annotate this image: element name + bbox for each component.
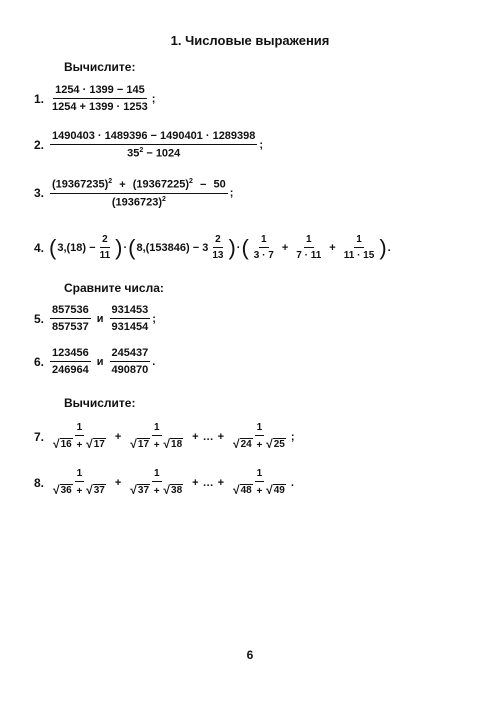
problem-number: 8. [34, 475, 45, 490]
punctuation: . [152, 355, 156, 368]
denominator: √ 24 + √ 25 [233, 437, 285, 451]
numerator: $(19367235)^2 + (19367225)^2 - 50$ [50, 178, 228, 194]
exponent: 2 [162, 195, 166, 203]
denominator: √ 16 + √ 17 [53, 437, 105, 451]
sqrt-icon: √ 17 [130, 437, 150, 451]
term-b: (19367225) [132, 178, 190, 191]
problem-8: 8. 1 √ 36 + √ 37 + 1 √ 37 + √ 38 + … + 1 √ 48 + √ 49 . [34, 468, 294, 497]
denominator: 1254 + 1399 · 1253 [52, 101, 148, 113]
den-term: (1936723) [111, 196, 163, 209]
term-a2: 8,(153846) − 3 [136, 241, 209, 254]
problem-number: 1. [34, 91, 45, 106]
numerator: 245437 [110, 347, 151, 362]
problem-4: 4. ( 3,(18) − $\frac{2}{11}$ ) · ( 8,(153846) − 3 $\frac{2}{13}$ ) · ( $\frac{1}{3 \cdot 7}$ + $\frac{1}{7 \cdot 11}$ + $\frac{1}{11 \cdot 15}$ ) . [34, 234, 391, 261]
denominator: √ 36 + √ 37 [53, 483, 105, 497]
fraction [50, 347, 91, 376]
numerator: 1490403 · 1489396 − 1490401 · 1289398 [50, 130, 257, 145]
punctuation: ; [151, 92, 156, 105]
ellipsis: … [202, 476, 214, 489]
punctuation: ; [229, 187, 234, 200]
numerator: 1254 · 1399 − 145 [53, 84, 147, 99]
sqrt-icon: √ 38 [163, 483, 183, 497]
sqrt-icon: √ 17 [86, 437, 105, 451]
den-base: 35 [127, 147, 140, 160]
sqrt-icon: √ 48 [233, 483, 252, 497]
numerator: 1 [354, 234, 364, 248]
fraction [252, 234, 276, 261]
fraction [98, 234, 113, 261]
fraction [50, 178, 228, 208]
term-a1: 3,(18) − [57, 241, 96, 254]
denominator: √ 37 + √ 38 [130, 483, 183, 497]
fraction [210, 234, 225, 261]
fraction [127, 422, 186, 451]
fraction [50, 130, 257, 160]
heading-calculate-1: Вычислите: [64, 60, 136, 74]
problem-5 [34, 304, 156, 333]
problem-number: 7. [34, 429, 45, 444]
numerator: 1 [152, 468, 162, 482]
numerator: 1 [255, 422, 265, 436]
problem-number: 6. [34, 354, 45, 369]
punctuation: ; [152, 312, 156, 325]
fraction [294, 234, 323, 261]
numerator: 1 [255, 468, 265, 482]
numerator: 1 [75, 468, 85, 482]
numerator: 123456 [50, 347, 91, 362]
page-number: 6 [246, 648, 254, 662]
numerator: 1 [304, 234, 314, 248]
problem-3 [34, 178, 233, 208]
problem-number: 4. [34, 240, 45, 255]
fraction [110, 304, 151, 333]
denominator: 490870 [111, 364, 149, 376]
denominator: 7 · 11 [296, 250, 322, 261]
sqrt-icon: √ 25 [266, 437, 285, 451]
conjunction: и [96, 312, 104, 325]
term-c: 50 [213, 178, 226, 191]
conjunction: и [96, 355, 104, 368]
problem-1 [34, 84, 155, 113]
numerator: 1 [259, 234, 269, 248]
punctuation: . [387, 241, 391, 254]
denominator: 11 · 15 [343, 250, 375, 261]
problem-2 [34, 130, 263, 160]
punctuation: ; [259, 138, 264, 151]
sqrt-icon: √ 16 [53, 437, 72, 451]
numerator: 2 [100, 234, 110, 248]
denominator: 3 · 7 [253, 250, 274, 261]
sqrt-icon: √ 49 [266, 483, 285, 497]
sqrt-icon: √ 18 [163, 437, 183, 451]
denominator: 857537 [52, 321, 89, 333]
numerator: 931453 [110, 304, 151, 319]
problem-number: 2. [34, 137, 45, 152]
numerator: 1 [152, 422, 162, 436]
sqrt-icon: √ 37 [86, 483, 105, 497]
fraction [110, 347, 151, 376]
heading-calculate-2: Вычислите: [64, 396, 136, 410]
sqrt-icon: √ 37 [130, 483, 150, 497]
problem-6 [34, 347, 155, 376]
section-title: 1. Числовые выражения [170, 33, 330, 48]
denominator: √ 17 + √ 18 [130, 437, 183, 451]
exponent: 2 [108, 178, 113, 185]
punctuation: ; [290, 430, 295, 443]
heading-compare: Сравните числа: [64, 281, 164, 295]
numerator: 2 [213, 234, 223, 248]
numerator: 857536 [50, 304, 91, 319]
denominator: 11 [99, 250, 111, 261]
term-a: (19367235) [52, 178, 109, 191]
fraction [230, 422, 289, 451]
denominator: 931454 [111, 321, 149, 333]
exponent: 2 [189, 178, 193, 185]
problem-number: 3. [34, 186, 45, 201]
fraction [127, 468, 186, 497]
denominator: 13 [212, 250, 224, 261]
denominator: 246964 [52, 364, 89, 376]
fraction [50, 304, 91, 333]
ellipsis: … [202, 430, 214, 443]
exponent: 2 [139, 147, 144, 154]
fraction [50, 84, 150, 113]
sqrt-icon: √ 36 [53, 483, 72, 497]
numerator: 1 [75, 422, 85, 436]
denominator [110, 194, 168, 209]
den-rest: − 1024 [143, 147, 181, 160]
fraction [50, 468, 109, 497]
fraction [342, 234, 377, 261]
sqrt-icon: √ 24 [233, 437, 252, 451]
denominator: √ 48 + √ 49 [233, 483, 285, 497]
problem-7: 7. 1 √ 16 + √ 17 + 1 √ 17 + √ 18 + … + 1 √ 24 + √ 25 ; [34, 422, 295, 451]
problem-number: 5. [34, 311, 45, 326]
fraction [230, 468, 289, 497]
fraction [50, 422, 109, 451]
punctuation: . [290, 476, 294, 489]
denominator [125, 145, 182, 160]
